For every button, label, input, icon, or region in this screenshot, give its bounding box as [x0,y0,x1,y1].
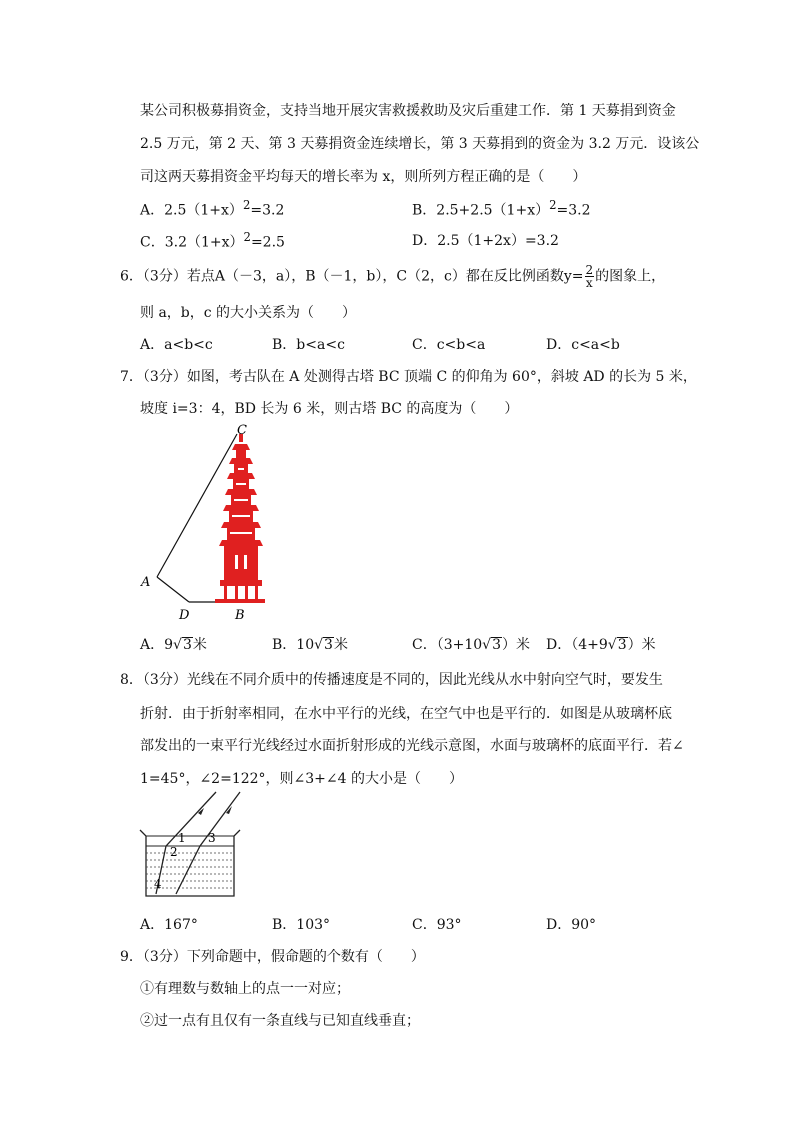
q9-item-1: ①有理数与数轴上的点一一对应； [140,981,350,997]
q8-line-2: 折射．由于折射率相同，在水中平行的光线，在空气中也是平行的．如图是从玻璃杯底 [140,706,672,722]
q6-func-lhs: y= [563,268,584,285]
question-number: 7． [120,369,143,385]
option-unit: 米 [333,637,348,653]
angle-2-label: 2 [170,845,178,859]
q7-option-c[interactable]: C．（3+10√3）米 [412,637,531,653]
q7-stem: （3分）如图，考古队在 A 处测得古塔 BC 顶端 C 的仰角为 60°，斜坡 AD 的长为 5 米， [142,369,697,385]
q6-stem: （3分）若点 [142,268,215,285]
q8-option-d[interactable] [546,914,596,934]
fraction-numerator: 2 [585,263,594,277]
option-expr-tail: ）米 [502,637,531,653]
option-text: b<a<c [296,337,345,353]
option-expr: 2.5+2.5（1+x） [436,202,550,219]
option-coef: 9 [164,637,174,653]
option-text: 93° [436,917,462,933]
option-expr: 3.2（1+x） [164,234,244,251]
label-c: C [237,423,247,438]
option-label: A． [140,202,165,219]
pagoda-figure [135,420,270,625]
option-text: c<b<a [436,337,486,353]
q6-point-c: C（2，c）都在反比例函数 [396,268,564,285]
option-label: D． [546,917,572,933]
option-exponent: 2 [549,198,557,212]
q8-line-4: 1=45°，∠2=122°，则∠3+∠4 的大小是（ ） [140,771,463,787]
q7-option-a[interactable]: A．9√3米 [140,637,207,653]
option-exponent: 2 [242,198,251,212]
q6-option-c[interactable] [412,334,485,354]
option-label: A． [140,917,165,933]
option-text: c<a<b [571,337,620,353]
option-expr-tail: =2.5 [250,234,285,251]
q6-line-2: 则 a，b，c 的大小关系为（ ） [140,305,357,321]
option-text: 103° [296,917,331,933]
radicand: 3 [324,637,333,653]
q6-line-1 [120,264,665,289]
option-unit: 米 [192,637,207,653]
q8-line-3: 部发出的一束平行光线经过水面折射形成的光线示意图，水面与玻璃杯的底面平行．若∠ [140,738,684,754]
q8-stem: （3分）光线在不同介质中的传播速度是不同的，因此光线从水中射向空气时，要发生 [142,672,663,688]
q6-option-b[interactable] [272,334,345,354]
option-expr: 2.5（1+2x）=3.2 [437,233,559,249]
q9-line-1 [120,946,425,966]
option-expr-tail: ）米 [627,637,656,653]
q6-point-b: B（－1，b）， [305,268,397,285]
q5-line-2: 2.5 万元，第 2 天、第 3 天募捐资金连续增长，第 3 天募捐到的资金为 3.2 万元．设该公 [140,136,700,152]
q5-option-a[interactable] [140,198,284,220]
q6-fraction [585,264,595,289]
option-label: B． [272,637,297,653]
q8-option-b[interactable] [272,914,330,934]
question-number: 6． [120,268,143,285]
q5-line-1: 某公司积极募捐资金，支持当地开展灾害救援救助及灾后重建工作．第 1 天募捐到资金 [140,103,676,119]
angle-1-label: 1 [178,831,186,845]
radicand: 3 [492,637,502,653]
radicand: 3 [617,637,627,653]
option-coef: 10 [296,637,315,653]
q8-option-c[interactable] [412,914,462,934]
q6-option-d[interactable] [546,334,620,354]
ray-left [156,792,216,894]
q8-option-a[interactable] [140,914,198,934]
option-label: A． [140,337,165,353]
slope-ad [157,577,189,602]
option-label: C． [412,637,437,653]
q9-item-2: ②过一点有且仅有一条直线与已知直线垂直； [140,1013,420,1029]
option-label: C． [412,337,437,353]
option-expr: 2.5（1+x） [164,202,243,219]
option-label: B． [272,917,297,933]
label-b: B [235,608,245,623]
q5-option-c[interactable] [140,230,285,252]
q5-option-b[interactable] [412,198,591,220]
angle-3-label: 3 [208,831,216,845]
q5-option-d[interactable] [412,230,559,250]
radicand: 3 [182,637,192,653]
question-number: 9． [120,949,143,965]
q7-line-2: 坡度 i=3：4，BD 长为 6 米，则古塔 BC 的高度为（ ） [140,401,519,417]
option-label: C． [140,234,165,251]
option-expr-tail: =3.2 [250,202,285,219]
glass-figure [136,790,246,902]
option-expr: （4+9 [571,637,608,653]
option-label: D． [546,337,572,353]
option-label: D． [546,637,572,653]
option-text: 167° [164,917,198,933]
option-label: A． [140,637,165,653]
fraction-denominator: x [585,276,593,290]
q6-option-a[interactable] [140,334,213,354]
q6-stem-tail: 的图象上， [595,268,666,285]
q7-option-b[interactable]: B．10√3米 [272,637,348,653]
q9-stem: （3分）下列命题中，假命题的个数有（ ） [142,949,425,965]
option-label: D． [412,233,438,249]
option-label: B． [272,337,297,353]
option-label: B． [412,202,437,219]
option-expr: （3+10 [436,637,483,653]
label-d: D [179,608,190,623]
label-a: A [141,575,151,590]
question-number: 8． [120,672,143,688]
q5-line-3: 司这两天募捐资金平均每天的增长率为 x，则所列方程正确的是（ ） [140,169,587,185]
q6-point-a: A（－3，a）， [214,268,306,285]
angle-4-label: 4 [154,877,162,891]
option-label: C． [412,917,437,933]
option-expr-tail: =3.2 [556,202,591,219]
option-text: 90° [571,917,597,933]
q8-line-1 [120,669,663,689]
q7-line-1 [120,366,697,386]
option-text: a<b<c [164,337,213,353]
option-exponent: 2 [243,230,251,244]
q7-option-d[interactable]: D．（4+9√3）米 [546,637,656,653]
